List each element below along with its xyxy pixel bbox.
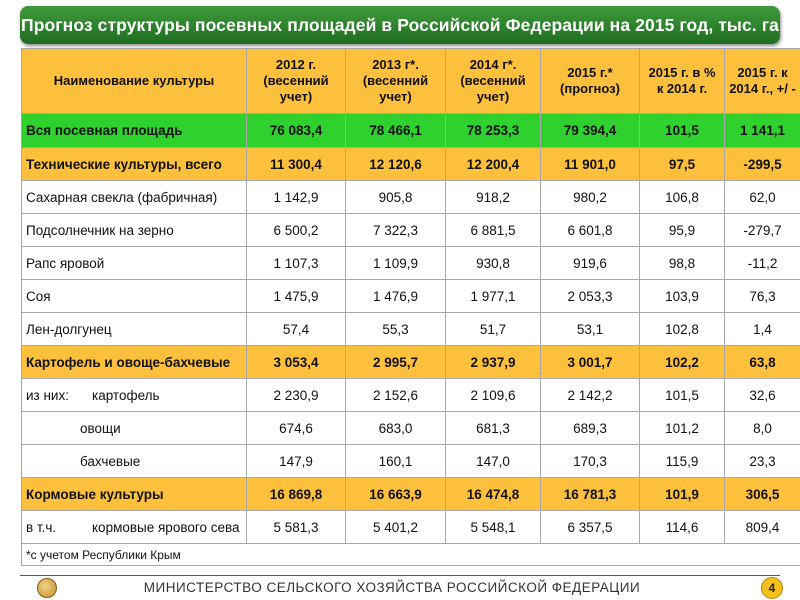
- value-2014: 12 200,4: [446, 148, 541, 181]
- table-row: [22, 313, 800, 346]
- footer-ministry-name: МИНИСТЕРСТВО СЕЛЬСКОГО ХОЗЯЙСТВА РОССИЙСКОЙ ФЕДЕРАЦИИ: [143, 580, 641, 595]
- row-label-text: кормовые ярового сева: [92, 519, 240, 535]
- table-row: [22, 214, 800, 247]
- value-2014: 147,0: [446, 445, 541, 478]
- value-percent: 115,9: [640, 445, 725, 478]
- header-difference: 2015 г. к 2014 г., +/ -: [725, 49, 800, 114]
- table-row-industrial-crops: [22, 148, 800, 181]
- table-header-row: [22, 49, 800, 114]
- value-2013: 1 109,9: [346, 247, 446, 280]
- value-difference: 23,3: [725, 445, 800, 478]
- value-2012: 11 300,4: [247, 148, 346, 181]
- table-row: [22, 247, 800, 280]
- value-2015: 2 053,3: [541, 280, 640, 313]
- value-2015: 170,3: [541, 445, 640, 478]
- value-2012: 1 107,3: [247, 247, 346, 280]
- value-2012: 3 053,4: [247, 346, 346, 379]
- table-row: [22, 445, 800, 478]
- value-percent: 102,2: [640, 346, 725, 379]
- value-2015: 11 901,0: [541, 148, 640, 181]
- value-2013: 78 466,1: [346, 114, 446, 148]
- value-2012: 57,4: [247, 313, 346, 346]
- value-2015: 79 394,4: [541, 114, 640, 148]
- row-label: Лен-долгунец: [22, 313, 247, 346]
- table-row: [22, 511, 800, 544]
- header-2015: 2015 г.* (прогноз): [541, 49, 640, 114]
- value-difference: 32,6: [725, 379, 800, 412]
- value-2014: 2 109,6: [446, 379, 541, 412]
- row-label: Кормовые культуры: [22, 478, 247, 511]
- value-2014: 16 474,8: [446, 478, 541, 511]
- value-2013: 683,0: [346, 412, 446, 445]
- row-label-text: картофель: [92, 387, 160, 403]
- footer-divider: [20, 575, 780, 576]
- table-row: [22, 379, 800, 412]
- value-2012: 1 142,9: [247, 181, 346, 214]
- value-percent: 98,8: [640, 247, 725, 280]
- value-percent: 97,5: [640, 148, 725, 181]
- value-2012: 5 581,3: [247, 511, 346, 544]
- ministry-emblem-icon: [37, 578, 57, 598]
- value-percent: 114,6: [640, 511, 725, 544]
- row-label: Вся посевная площадь: [22, 114, 247, 148]
- value-percent: 101,2: [640, 412, 725, 445]
- value-difference: 809,4: [725, 511, 800, 544]
- value-difference: 1,4: [725, 313, 800, 346]
- row-label: овощи: [22, 412, 247, 445]
- value-2014: 6 881,5: [446, 214, 541, 247]
- value-percent: 103,9: [640, 280, 725, 313]
- value-2012: 674,6: [247, 412, 346, 445]
- row-label: [22, 511, 247, 544]
- value-2015: 53,1: [541, 313, 640, 346]
- table-row-total-area: [22, 114, 800, 148]
- value-2013: 7 322,3: [346, 214, 446, 247]
- table-row: [22, 280, 800, 313]
- value-difference: 306,5: [725, 478, 800, 511]
- value-2014: 78 253,3: [446, 114, 541, 148]
- value-2013: 12 120,6: [346, 148, 446, 181]
- value-2014: 5 548,1: [446, 511, 541, 544]
- value-2013: 905,8: [346, 181, 446, 214]
- value-percent: 101,5: [640, 379, 725, 412]
- value-2013: 5 401,2: [346, 511, 446, 544]
- value-difference: 1 141,1: [725, 114, 800, 148]
- row-label: [22, 379, 247, 412]
- value-difference: -299,5: [725, 148, 800, 181]
- value-percent: 102,8: [640, 313, 725, 346]
- table-row-potato-vegetables: [22, 346, 800, 379]
- value-difference: -11,2: [725, 247, 800, 280]
- page-number: 4: [761, 577, 783, 599]
- value-2013: 1 476,9: [346, 280, 446, 313]
- row-label: Подсолнечник на зерно: [22, 214, 247, 247]
- value-2013: 16 663,9: [346, 478, 446, 511]
- value-2012: 2 230,9: [247, 379, 346, 412]
- value-2014: 51,7: [446, 313, 541, 346]
- value-2015: 2 142,2: [541, 379, 640, 412]
- value-2012: 76 083,4: [247, 114, 346, 148]
- value-2014: 2 937,9: [446, 346, 541, 379]
- header-crop-name: Наименование культуры: [22, 49, 247, 114]
- value-2015: 689,3: [541, 412, 640, 445]
- row-label: Рапс яровой: [22, 247, 247, 280]
- value-2015: 919,6: [541, 247, 640, 280]
- value-2015: 3 001,7: [541, 346, 640, 379]
- value-2014: 930,8: [446, 247, 541, 280]
- value-2013: 2 152,6: [346, 379, 446, 412]
- row-label: Технические культуры, всего: [22, 148, 247, 181]
- value-percent: 106,8: [640, 181, 725, 214]
- value-2012: 6 500,2: [247, 214, 346, 247]
- page-title: Прогноз структуры посевных площадей в Российской Федерации на 2015 год, тыс. га: [20, 6, 780, 44]
- value-percent: 101,5: [640, 114, 725, 148]
- crop-area-table: [21, 48, 800, 566]
- header-2012: 2012 г. (весенний учет): [247, 49, 346, 114]
- value-2013: 55,3: [346, 313, 446, 346]
- value-percent: 95,9: [640, 214, 725, 247]
- row-label: Соя: [22, 280, 247, 313]
- value-2015: 980,2: [541, 181, 640, 214]
- header-2014: 2014 г*. (весенний учет): [446, 49, 541, 114]
- value-2014: 1 977,1: [446, 280, 541, 313]
- value-2012: 16 869,8: [247, 478, 346, 511]
- row-label: бахчевые: [22, 445, 247, 478]
- value-2013: 160,1: [346, 445, 446, 478]
- header-2013: 2013 г*. (весенний учет): [346, 49, 446, 114]
- value-difference: -279,7: [725, 214, 800, 247]
- value-difference: 8,0: [725, 412, 800, 445]
- value-difference: 62,0: [725, 181, 800, 214]
- table-row: [22, 181, 800, 214]
- value-2014: 681,3: [446, 412, 541, 445]
- value-2014: 918,2: [446, 181, 541, 214]
- value-difference: 63,8: [725, 346, 800, 379]
- row-label: Картофель и овоще-бахчевые: [22, 346, 247, 379]
- footnote: *с учетом Республики Крым: [22, 544, 800, 566]
- value-2015: 6 601,8: [541, 214, 640, 247]
- value-2015: 16 781,3: [541, 478, 640, 511]
- value-2012: 1 475,9: [247, 280, 346, 313]
- table-row: [22, 412, 800, 445]
- table-row-fodder-crops: [22, 478, 800, 511]
- value-percent: 101,9: [640, 478, 725, 511]
- value-difference: 76,3: [725, 280, 800, 313]
- row-prefix: из них:: [26, 387, 69, 403]
- value-2012: 147,9: [247, 445, 346, 478]
- table-note-row: [22, 544, 800, 566]
- value-2015: 6 357,5: [541, 511, 640, 544]
- value-2013: 2 995,7: [346, 346, 446, 379]
- header-percent: 2015 г. в % к 2014 г.: [640, 49, 725, 114]
- row-prefix: в т.ч.: [26, 519, 57, 535]
- row-label: Сахарная свекла (фабричная): [22, 181, 247, 214]
